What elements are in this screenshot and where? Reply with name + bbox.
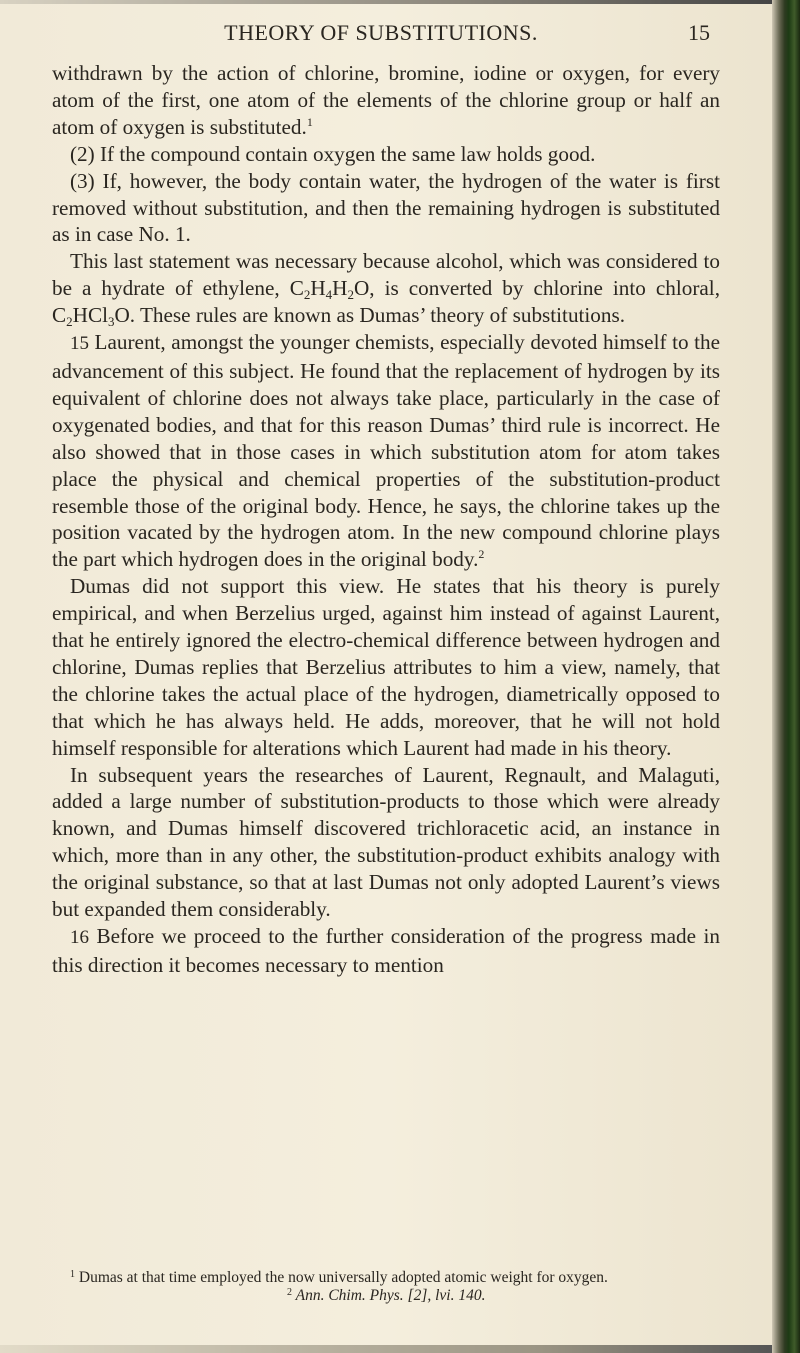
footnote-ref-1: 1: [306, 114, 313, 129]
paragraph-rule-3: (3) If, however, the body contain water, the hydrogen of the water is first removed without substitution, and then the remaining hydrogen is substituted as in case No. 1.: [52, 168, 720, 247]
paragraph-last-statement: This last statement was necessary because alcohol, which was considered to be a hydrate of ethylene, $C_2H_4H_2O$, is converted by chlorine into chloral, $C_2HCl_3O$. These rules are known as Dumas’ theory of substitutions.: [52, 249, 720, 330]
paragraph-number: 15: [70, 333, 89, 355]
footnote-2: $^2$ Ann. Chim. Phys. [2], lvi. 140.: [287, 1287, 486, 1304]
body-text: [52, 60, 720, 979]
paragraph-dumas-view: Dumas did not support this view. He states that his theory is purely empirical, and when Berzelius urged, against him instead of against Laurent, that he entirely ignored the electro-chemical difference between hydrogen and chlorine, Dumas replies that Berzelius attributes to him a view, namely, that the chlorine takes the actual place of the hydrogen, diametrically opposed to that which he has always held. He adds, moreover, that he will not hold himself responsible for alterations which Laurent had made in his theory.: [52, 574, 720, 760]
footnote-ref-2: 2: [478, 547, 485, 562]
bottom-edge: [0, 1345, 772, 1353]
footnotes: [52, 1269, 720, 1305]
footnote-1: $^1$ Dumas at that time employed the now universally adopted atomic weight for oxygen.: [70, 1269, 608, 1286]
paragraph-continued: withdrawn by the action of chlorine, bromine, iodine or oxygen, for every atom of the first, one atom of the elements of the chlorine group or half an atom of oxygen is substituted.$^1$: [52, 61, 720, 139]
paragraph-rule-2: (2) If the compound contain oxygen the same law holds good.: [70, 141, 596, 166]
paragraph-15: 15 Laurent, amongst the younger chemists, especially devoted himself to the advancement of this subject. He found that the replacement of hydrogen by its equivalent of chlorine does not always take place, particularly in the case of oxygenated bodies, and that for this reason Dumas’ third rule is incorrect. He also showed that in those cases in which substitution atom for atom takes place the physical and chemical properties of the substitution-product resemble those of the original body. Hence, he says, the chlorine takes up the position vacated by the hydrogen atom. In the new compound chlorine plays the part which hydrogen does in the original body.$^2$: [52, 330, 720, 572]
paragraph-subsequent-years: In subsequent years the researches of Laurent, Regnault, and Malaguti, added a large number of substitution-products to those which were already known, and Dumas himself discovered trichloracetic acid, an instance in which, more than in any other, the substitution-product exhibits analogy with the original substance, so that at last Dumas not only adopted Laurent’s views but expanded them considerably.: [52, 762, 720, 922]
page-number: 15: [688, 20, 710, 45]
page-header: [52, 20, 710, 50]
book-spine: [772, 0, 800, 1353]
top-edge: [0, 0, 772, 4]
running-title: THEORY OF SUBSTITUTIONS.: [224, 20, 538, 45]
paragraph-number: 16: [70, 927, 89, 948]
paragraph-16: 16 Before we proceed to the further consideration of the progress made in this direction it becomes necessary to mention: [52, 924, 720, 977]
